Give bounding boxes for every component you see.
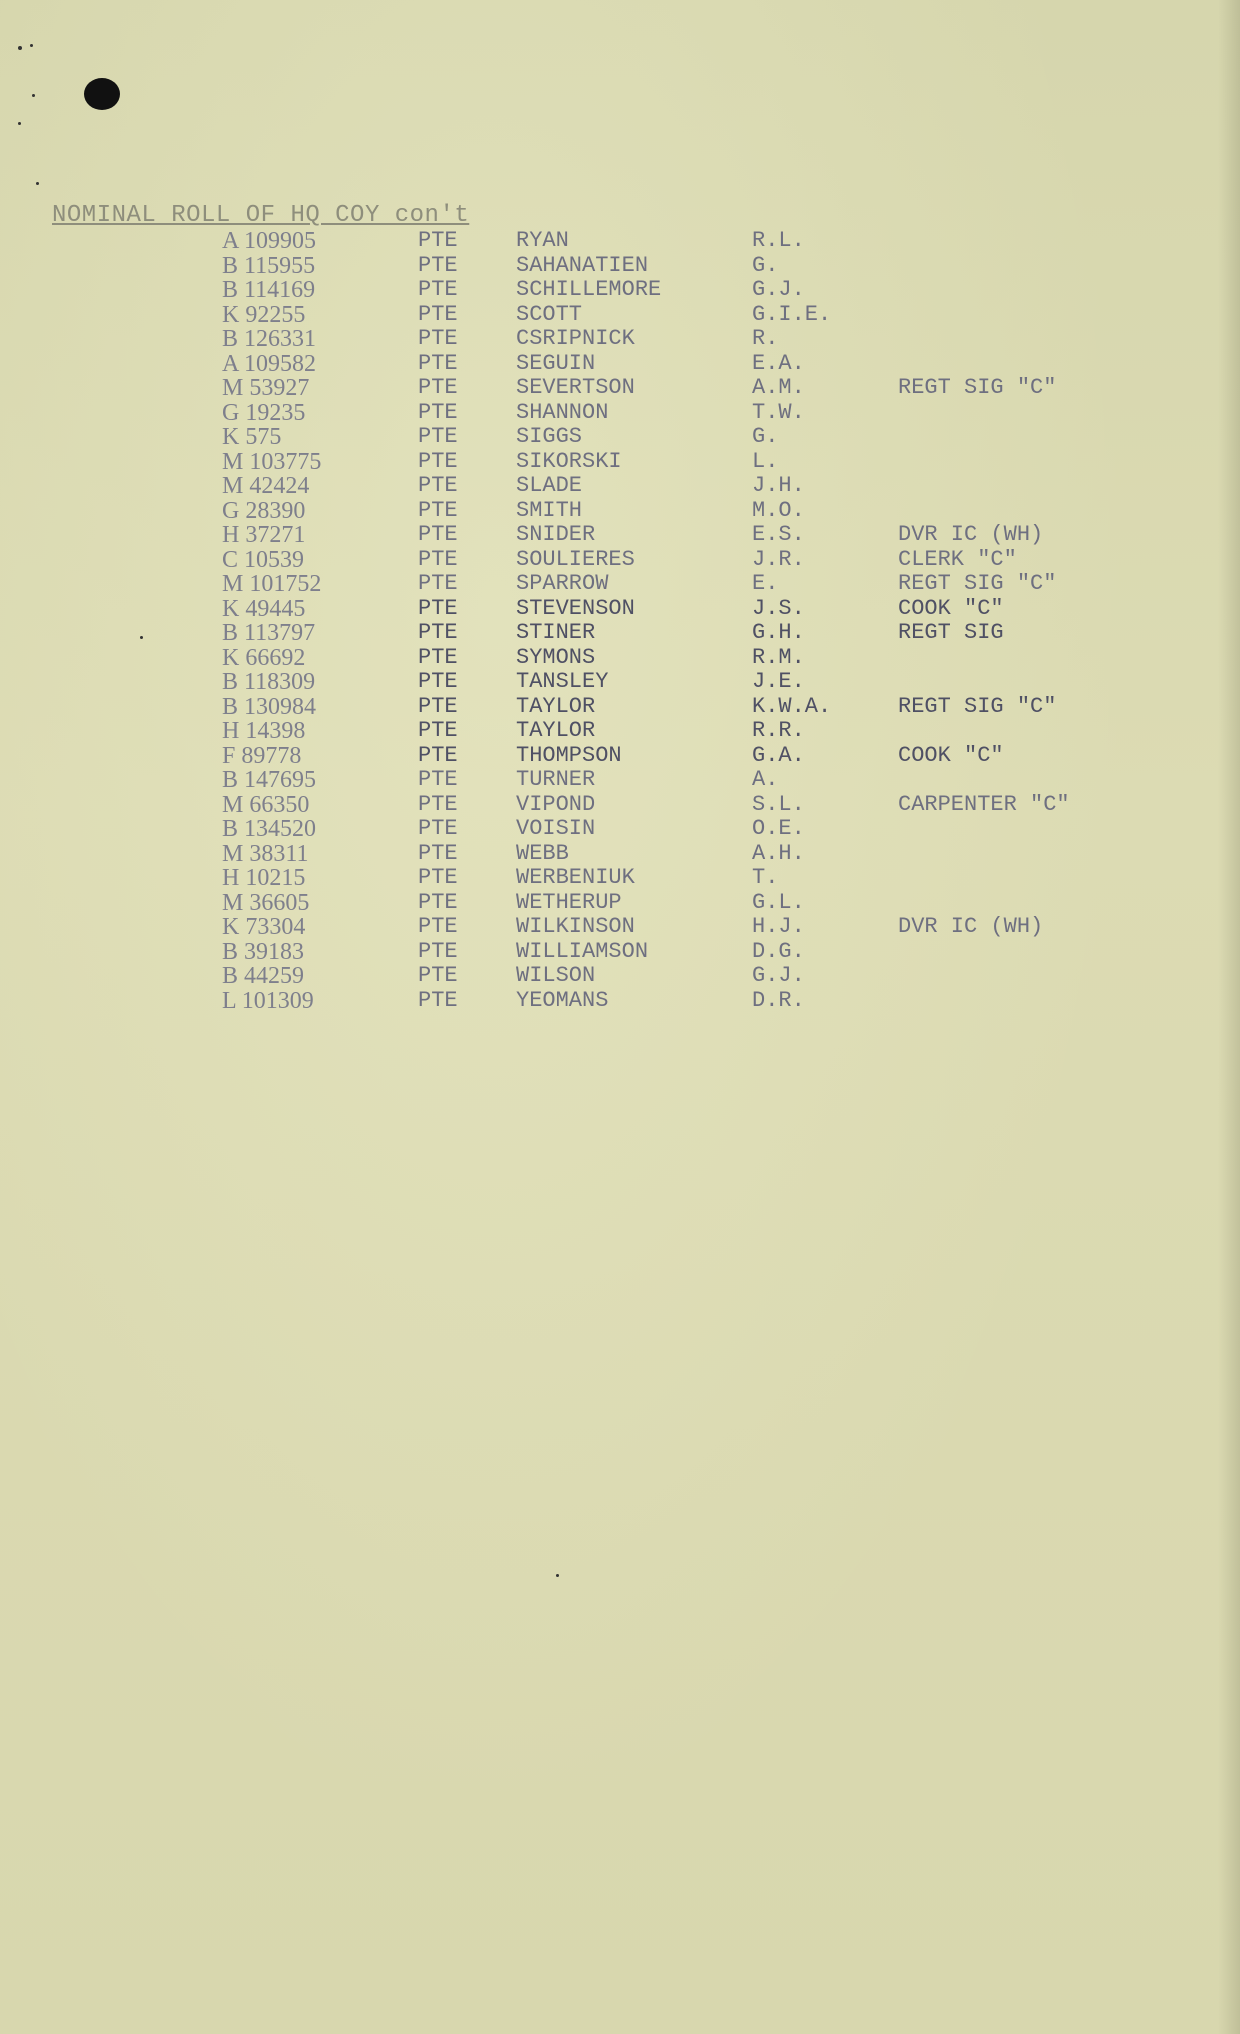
initials: K.W.A. bbox=[752, 693, 832, 719]
initials: G. bbox=[752, 424, 779, 449]
roll-row bbox=[0, 963, 1240, 988]
initials: R. bbox=[752, 326, 779, 351]
service-number: B 113797 bbox=[222, 620, 316, 646]
surname: WERBENIUK bbox=[516, 865, 635, 890]
surname: SCHILLEMORE bbox=[516, 277, 662, 302]
punch-hole bbox=[84, 78, 120, 110]
rank: PTE bbox=[418, 277, 458, 302]
initials: E.A. bbox=[752, 350, 805, 376]
surname: CSRIPNICK bbox=[516, 326, 635, 351]
rank: PTE bbox=[418, 669, 458, 694]
surname: WILSON bbox=[516, 963, 596, 988]
service-number: M 36605 bbox=[222, 889, 310, 916]
surname: SEVERTSON bbox=[516, 375, 635, 400]
duty-note: DVR IC (WH) bbox=[898, 914, 1044, 939]
initials: D.R. bbox=[752, 987, 805, 1013]
roll-row bbox=[0, 743, 1240, 768]
surname: WEBB bbox=[516, 840, 569, 866]
surname: VIPOND bbox=[516, 791, 596, 817]
roll-row bbox=[0, 816, 1240, 841]
roll-row bbox=[0, 767, 1240, 792]
speck bbox=[36, 182, 39, 185]
duty-note: REGT SIG "C" bbox=[898, 571, 1057, 596]
initials: E.S. bbox=[752, 522, 805, 547]
service-number: H 10215 bbox=[222, 865, 306, 891]
initials: G.H. bbox=[752, 620, 805, 645]
initials: R.L. bbox=[752, 228, 805, 253]
rank: PTE bbox=[418, 914, 458, 939]
roll-row bbox=[0, 645, 1240, 670]
surname: SLADE bbox=[516, 473, 583, 498]
initials: M.O. bbox=[752, 497, 805, 523]
surname: THOMPSON bbox=[516, 742, 622, 768]
roll-row bbox=[0, 375, 1240, 400]
surname: TAYLOR bbox=[516, 693, 596, 719]
rank: PTE bbox=[418, 963, 458, 988]
surname: SNIDER bbox=[516, 522, 596, 547]
roll-row bbox=[0, 718, 1240, 743]
surname: VOISIN bbox=[516, 816, 596, 841]
rank: PTE bbox=[418, 644, 458, 670]
speck bbox=[556, 1574, 559, 1577]
roll-row bbox=[0, 302, 1240, 327]
roll-row bbox=[0, 326, 1240, 351]
nominal-roll bbox=[0, 228, 1240, 1012]
rank: PTE bbox=[418, 620, 458, 645]
rank: PTE bbox=[418, 742, 458, 768]
rank: PTE bbox=[418, 546, 458, 572]
service-number: B 114169 bbox=[222, 277, 316, 303]
service-number: H 14398 bbox=[222, 718, 306, 744]
service-number: A 109905 bbox=[222, 228, 317, 254]
roll-row bbox=[0, 596, 1240, 621]
service-number: B 118309 bbox=[222, 669, 316, 695]
roll-row bbox=[0, 449, 1240, 474]
surname: SMITH bbox=[516, 497, 583, 523]
rank: PTE bbox=[418, 497, 458, 523]
rank: PTE bbox=[418, 350, 458, 376]
duty-note: COOK "C" bbox=[898, 595, 1004, 621]
surname: STEVENSON bbox=[516, 595, 635, 621]
surname: SOULIERES bbox=[516, 546, 635, 572]
initials: J.R. bbox=[752, 546, 805, 572]
rank: PTE bbox=[418, 301, 458, 327]
initials: S.L. bbox=[752, 791, 805, 817]
roll-row bbox=[0, 890, 1240, 915]
service-number: F 89778 bbox=[222, 742, 302, 769]
service-number: K 575 bbox=[222, 424, 282, 450]
initials: D.G. bbox=[752, 938, 805, 964]
service-number: M 42424 bbox=[222, 473, 310, 499]
roll-row bbox=[0, 522, 1240, 547]
initials: T. bbox=[752, 865, 779, 890]
surname: RYAN bbox=[516, 228, 569, 253]
initials: T.W. bbox=[752, 399, 805, 425]
duty-note: REGT SIG bbox=[898, 620, 1004, 645]
initials: E. bbox=[752, 571, 779, 596]
initials: G.L. bbox=[752, 889, 805, 915]
speck bbox=[30, 44, 33, 47]
service-number: K 49445 bbox=[222, 595, 306, 622]
duty-note: CLERK "C" bbox=[898, 546, 1017, 572]
roll-row bbox=[0, 424, 1240, 449]
initials: R.R. bbox=[752, 718, 805, 743]
service-number: G 19235 bbox=[222, 399, 306, 426]
rank: PTE bbox=[418, 326, 458, 351]
service-number: M 66350 bbox=[222, 791, 310, 818]
surname: SEGUIN bbox=[516, 350, 596, 376]
rank: PTE bbox=[418, 473, 458, 498]
service-number: B 115955 bbox=[222, 252, 316, 279]
surname: WILKINSON bbox=[516, 914, 635, 939]
roll-row bbox=[0, 841, 1240, 866]
service-number: K 92255 bbox=[222, 301, 306, 328]
rank: PTE bbox=[418, 595, 458, 621]
rank: PTE bbox=[418, 987, 458, 1013]
service-number: B 126331 bbox=[222, 326, 317, 352]
rank: PTE bbox=[418, 399, 458, 425]
service-number: A 109582 bbox=[222, 350, 317, 377]
surname: SIGGS bbox=[516, 424, 583, 449]
roll-row bbox=[0, 694, 1240, 719]
initials: R.M. bbox=[752, 644, 805, 670]
surname: TANSLEY bbox=[516, 669, 609, 694]
service-number: B 147695 bbox=[222, 767, 317, 793]
duty-note: CARPENTER "C" bbox=[898, 791, 1070, 817]
speck bbox=[18, 122, 21, 125]
service-number: K 66692 bbox=[222, 644, 306, 671]
roll-row bbox=[0, 792, 1240, 817]
surname: WILLIAMSON bbox=[516, 938, 649, 964]
service-number: B 44259 bbox=[222, 963, 305, 989]
surname: WETHERUP bbox=[516, 889, 622, 915]
roll-row bbox=[0, 620, 1240, 645]
speck bbox=[32, 94, 35, 97]
surname: SYMONS bbox=[516, 644, 596, 670]
service-number: M 103775 bbox=[222, 448, 322, 475]
surname: TAYLOR bbox=[516, 718, 596, 743]
service-number: C 10539 bbox=[222, 546, 305, 573]
rank: PTE bbox=[418, 375, 458, 400]
roll-row bbox=[0, 351, 1240, 376]
initials: G.A. bbox=[752, 742, 805, 768]
initials: G.J. bbox=[752, 277, 805, 302]
service-number: G 28390 bbox=[222, 497, 306, 524]
initials: J.H. bbox=[752, 473, 805, 498]
rank: PTE bbox=[418, 767, 458, 792]
rank: PTE bbox=[418, 840, 458, 866]
rank: PTE bbox=[418, 938, 458, 964]
rank: PTE bbox=[418, 865, 458, 890]
roll-row bbox=[0, 865, 1240, 890]
roll-row bbox=[0, 988, 1240, 1013]
initials: J.E. bbox=[752, 669, 805, 694]
rank: PTE bbox=[418, 791, 458, 817]
rank: PTE bbox=[418, 889, 458, 915]
roll-row bbox=[0, 253, 1240, 278]
surname: SHANNON bbox=[516, 399, 609, 425]
duty-note: DVR IC (WH) bbox=[898, 522, 1044, 547]
service-number: K 73304 bbox=[222, 914, 306, 940]
service-number: B 130984 bbox=[222, 693, 317, 720]
surname: YEOMANS bbox=[516, 987, 609, 1013]
initials: A.H. bbox=[752, 840, 805, 866]
initials: O.E. bbox=[752, 816, 805, 841]
roll-row bbox=[0, 228, 1240, 253]
duty-note: REGT SIG "C" bbox=[898, 693, 1057, 719]
roll-row bbox=[0, 400, 1240, 425]
initials: G.J. bbox=[752, 963, 805, 988]
initials: A.M. bbox=[752, 375, 805, 400]
service-number: B 134520 bbox=[222, 816, 317, 842]
initials: G.I.E. bbox=[752, 301, 832, 327]
initials: G. bbox=[752, 252, 779, 278]
service-number: H 37271 bbox=[222, 522, 306, 548]
roll-row bbox=[0, 669, 1240, 694]
roll-row bbox=[0, 277, 1240, 302]
rank: PTE bbox=[418, 571, 458, 596]
initials: A. bbox=[752, 767, 779, 792]
surname: STINER bbox=[516, 620, 596, 645]
service-number: M 53927 bbox=[222, 375, 310, 401]
surname: SPARROW bbox=[516, 571, 609, 596]
roll-row bbox=[0, 547, 1240, 572]
surname: SIKORSKI bbox=[516, 448, 622, 474]
rank: PTE bbox=[418, 522, 458, 547]
duty-note: COOK "C" bbox=[898, 742, 1004, 768]
initials: H.J. bbox=[752, 914, 805, 939]
initials: L. bbox=[752, 448, 779, 474]
roll-row bbox=[0, 914, 1240, 939]
rank: PTE bbox=[418, 816, 458, 841]
roll-row bbox=[0, 473, 1240, 498]
service-number: L 101309 bbox=[222, 987, 314, 1014]
speck bbox=[18, 46, 22, 50]
service-number: M 38311 bbox=[222, 840, 309, 867]
roll-row bbox=[0, 498, 1240, 523]
rank: PTE bbox=[418, 718, 458, 743]
service-number: B 39183 bbox=[222, 938, 305, 965]
document-title: NOMINAL ROLL OF HQ COY con't bbox=[52, 202, 470, 229]
initials: J.S. bbox=[752, 595, 805, 621]
rank: PTE bbox=[418, 252, 458, 278]
rank: PTE bbox=[418, 693, 458, 719]
duty-note: REGT SIG "C" bbox=[898, 375, 1057, 400]
surname: SCOTT bbox=[516, 301, 583, 327]
roll-row bbox=[0, 571, 1240, 596]
roll-row bbox=[0, 939, 1240, 964]
surname: TURNER bbox=[516, 767, 596, 792]
rank: PTE bbox=[418, 448, 458, 474]
rank: PTE bbox=[418, 424, 458, 449]
service-number: M 101752 bbox=[222, 571, 322, 597]
rank: PTE bbox=[418, 228, 458, 253]
surname: SAHANATIEN bbox=[516, 252, 649, 278]
